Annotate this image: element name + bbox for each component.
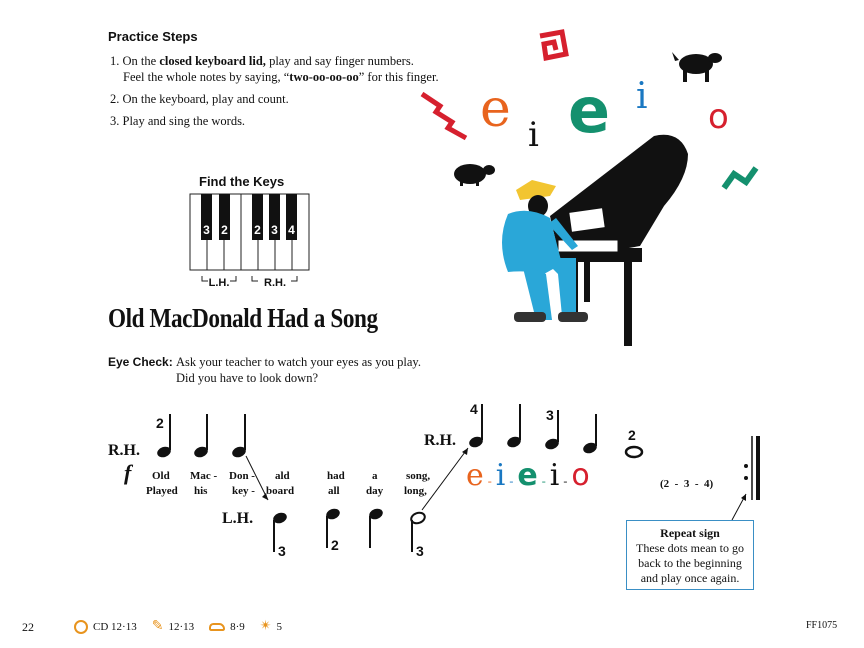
repeat-line-3: and play once again.	[640, 571, 740, 585]
eieio-lyric	[466, 458, 656, 498]
cd-label: CD 12·13	[93, 620, 137, 633]
lyric-o: o	[571, 458, 590, 493]
find-keys-title: Find the Keys	[199, 174, 285, 189]
step1-number: 1. On the	[110, 54, 160, 68]
letter-i-black: i	[528, 115, 539, 155]
rh-label-2: R.H.	[424, 432, 456, 449]
key-finger-3: 2	[254, 223, 261, 237]
key-finger-5: 4	[288, 223, 295, 237]
eye-check-label: Eye Check:	[108, 355, 173, 369]
lh-finger-3a: 3	[278, 543, 286, 559]
repeat-line-1: These dots mean to go	[636, 541, 744, 555]
spiral-shape	[540, 32, 566, 58]
counting-text: (2 - 3 - 4)	[660, 478, 714, 490]
zigzag-red	[422, 94, 466, 138]
lyric-2-7: long,	[404, 485, 427, 497]
song-title: Old MacDonald Had a Song	[108, 303, 378, 333]
sep-3: -	[541, 474, 546, 488]
lyric-i-1: i	[495, 458, 506, 493]
shoe-icon	[209, 623, 225, 631]
letter-o-red: o	[708, 97, 729, 137]
eye-check-line-1: Ask your teacher to watch your eyes as you play.	[176, 355, 421, 369]
lyric-i-2: i	[549, 458, 560, 493]
lyric-2-2: his	[194, 485, 208, 497]
lyric-1-6: a	[372, 470, 378, 482]
lyric-1-1: Old	[152, 470, 170, 482]
repeat-sign-callout	[626, 520, 754, 590]
sep-2: -	[509, 474, 514, 488]
key-finger-4: 3	[271, 223, 278, 237]
sep-1: -	[487, 474, 492, 488]
lyric-1-5: had	[327, 470, 345, 482]
book-code: FF1075	[806, 620, 838, 631]
repeat-line-2: back to the beginning	[638, 556, 742, 570]
pencil-label: 12·13	[168, 620, 195, 633]
lyric-1-3: Don -	[229, 470, 255, 482]
lyric-2-5: all	[328, 485, 340, 497]
runner-label: 5	[276, 620, 283, 633]
repeat-title: Repeat sign	[660, 526, 720, 540]
practice-step-2: 2. On the keyboard, play and count.	[110, 92, 289, 106]
lh-finger-3b: 3	[416, 543, 424, 559]
lyric-2-3: key -	[232, 485, 255, 497]
letter-e-orange: e	[480, 79, 511, 139]
lyric-e-1: e	[466, 458, 484, 493]
rh-label-1: R.H.	[108, 442, 140, 459]
practice-step-3: 3. Play and sing the words.	[110, 114, 246, 128]
lyric-2-1: Played	[146, 485, 178, 497]
step1-bold: closed keyboard lid,	[159, 54, 266, 68]
sep-4: -	[563, 474, 568, 488]
practice-step-1b	[123, 70, 439, 85]
forte-dynamic: f	[124, 460, 132, 485]
pencil-icon: ✎	[151, 619, 164, 634]
shoe-label: 8·9	[230, 620, 245, 633]
key-finger-1: 3	[203, 223, 210, 237]
lyric-2-4: board	[266, 485, 295, 497]
lyric-1-4: ald	[275, 470, 290, 482]
lyric-1-2: Mac -	[190, 470, 218, 482]
rh-finger-2b: 2	[628, 427, 636, 443]
lh-finger-2: 2	[331, 537, 339, 553]
cow-icon	[672, 52, 722, 82]
key-finger-2: 2	[221, 223, 228, 237]
lh-label: L.H.	[208, 277, 230, 289]
footer-icons	[74, 618, 282, 635]
pig-icon	[454, 164, 495, 186]
step1-rest: play and say finger numbers.	[265, 54, 414, 68]
practice-steps-title: Practice Steps	[108, 29, 198, 44]
practice-step-1a	[110, 54, 414, 69]
rh-finger-4: 4	[470, 401, 478, 417]
lyric-e-2: e	[517, 458, 538, 493]
rh-finger-2: 2	[156, 415, 164, 431]
letter-i-blue: i	[636, 76, 648, 117]
lh-label-1: L.H.	[222, 510, 254, 527]
lyric-2-6: day	[366, 485, 384, 497]
step1b-pre: Feel the whole notes by saying, “	[123, 70, 290, 84]
page-number: 22	[22, 620, 34, 634]
lyric-1-7: song,	[406, 470, 431, 482]
rh-finger-3: 3	[546, 407, 554, 423]
keyboard-diagram	[188, 192, 312, 290]
farmer-piano-illustration	[418, 28, 764, 348]
eye-check-line-2: Did you have to look down?	[176, 371, 318, 385]
cd-icon	[74, 620, 88, 634]
letter-e-green: e	[568, 74, 611, 147]
zigzag-green	[724, 168, 756, 188]
step1b-bold: two-oo-oo-oo	[289, 70, 359, 84]
runner-icon: ✴	[259, 619, 272, 634]
rh-label: R.H.	[264, 277, 286, 289]
step1b-post: ” for this finger.	[358, 70, 439, 84]
